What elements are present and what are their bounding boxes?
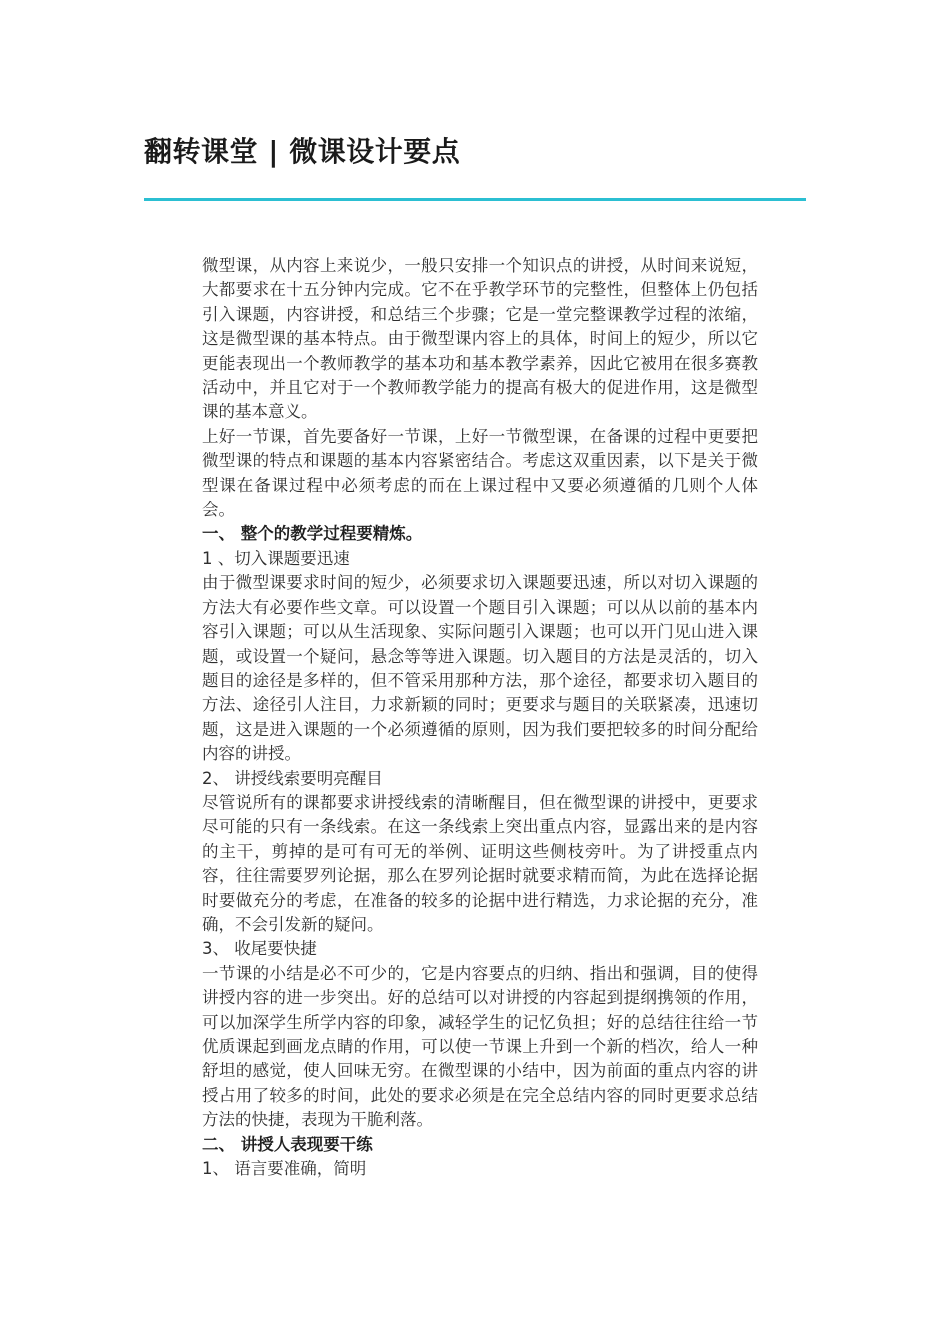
section-heading-1: 一、 整个的教学过程要精炼。 bbox=[202, 524, 423, 544]
subheading-2-1: 1、 语言要准确，简明 bbox=[202, 1159, 367, 1179]
subheading-1-2: 2、 讲授线索要明亮醒目 bbox=[202, 768, 383, 788]
article-body bbox=[202, 254, 758, 1181]
body-paragraph-1-1: 由于微型课要求时间的短少，必须要求切入课题要迅速，所以对切入课题的方法大有必要作些文章。可以设置一个题目引入课题；可以从以前的基本内容引入课题；可以从生活现象、实际问题引入课题；也可以开门见山进入课题，或设置一个疑问，悬念等等进入课题。切入题目的方法是灵活的，切入题目的途径是多样的，但不管采用那种方法，那个途径，都要求切入题目的方法、途径引人注目，力求新颖的同时；更要求与题目的关联紧凑，迅速切题，这是进入课题的一个必须遵循的原则，因为我们要把较多的时间分配给内容的讲授。 bbox=[202, 573, 758, 764]
title-divider bbox=[144, 198, 806, 201]
page-title: 翻转课堂 | 微课设计要点 bbox=[144, 135, 461, 168]
intro-paragraph: 微型课，从内容上来说少，一般只安排一个知识点的讲授，从时间来说短，大都要求在十五分钟内完成。它不在乎教学环节的完整性，但整体上仍包括引入课题，内容讲授，和总结三个步骤；它是一堂完整课教学过程的浓缩，这是微型课的基本特点。由于微型课内容上的具体，时间上的短少，所以它更能表现出一个教师教学的基本功和基本教学素养，因此它被用在很多赛教活动中，并且它对于一个教师教学能力的提高有极大的促进作用，这是微型课的基本意义。 bbox=[202, 256, 758, 422]
body-paragraph-1-3: 一节课的小结是必不可少的，它是内容要点的归纳、指出和强调，目的使得讲授内容的进一步突出。好的总结可以对讲授的内容起到提纲携领的作用，可以加深学生所学内容的印象，减轻学生的记忆负担；好的总结往往给一节优质课起到画龙点睛的作用，可以使一节课上升到一个新的档次，给人一种舒坦的感觉，使人回味无穷。在微型课的小结中，因为前面的重点内容的讲授占用了较多的时间，此处的要求必须是在完全总结内容的同时更要求总结方法的快捷，表现为干脆利落。 bbox=[202, 963, 758, 1130]
subheading-1-3: 3、 收尾要快捷 bbox=[202, 939, 317, 959]
body-paragraph-1-2: 尽管说所有的课都要求讲授线索的清晰醒目，但在微型课的讲授中，更要求尽可能的只有一条线索。在这一条线索上突出重点内容，显露出来的是内容的主干，剪掉的是可有可无的举例、证明这些侧枝旁叶。为了讲授重点内容，往往需要罗列论据，那么在罗列论据时就要求精而简，为此在选择论据时要做充分的考虑，在准备的较多的论据中进行精选，力求论据的充分，准确，不会引发新的疑问。 bbox=[202, 792, 758, 934]
section-heading-2: 二、 讲授人表现要干练 bbox=[202, 1134, 373, 1154]
preparation-paragraph: 上好一节课，首先要备好一节课，上好一节微型课，在备课的过程中更要把微型课的特点和课题的基本内容紧密结合。考虑这双重因素，以下是关于微型课在备课过程中必须考虑的而在上课过程中又要必须遵循的几则个人体会。 bbox=[202, 426, 758, 520]
subheading-1-1: 1 、切入课题要迅速 bbox=[202, 548, 350, 568]
